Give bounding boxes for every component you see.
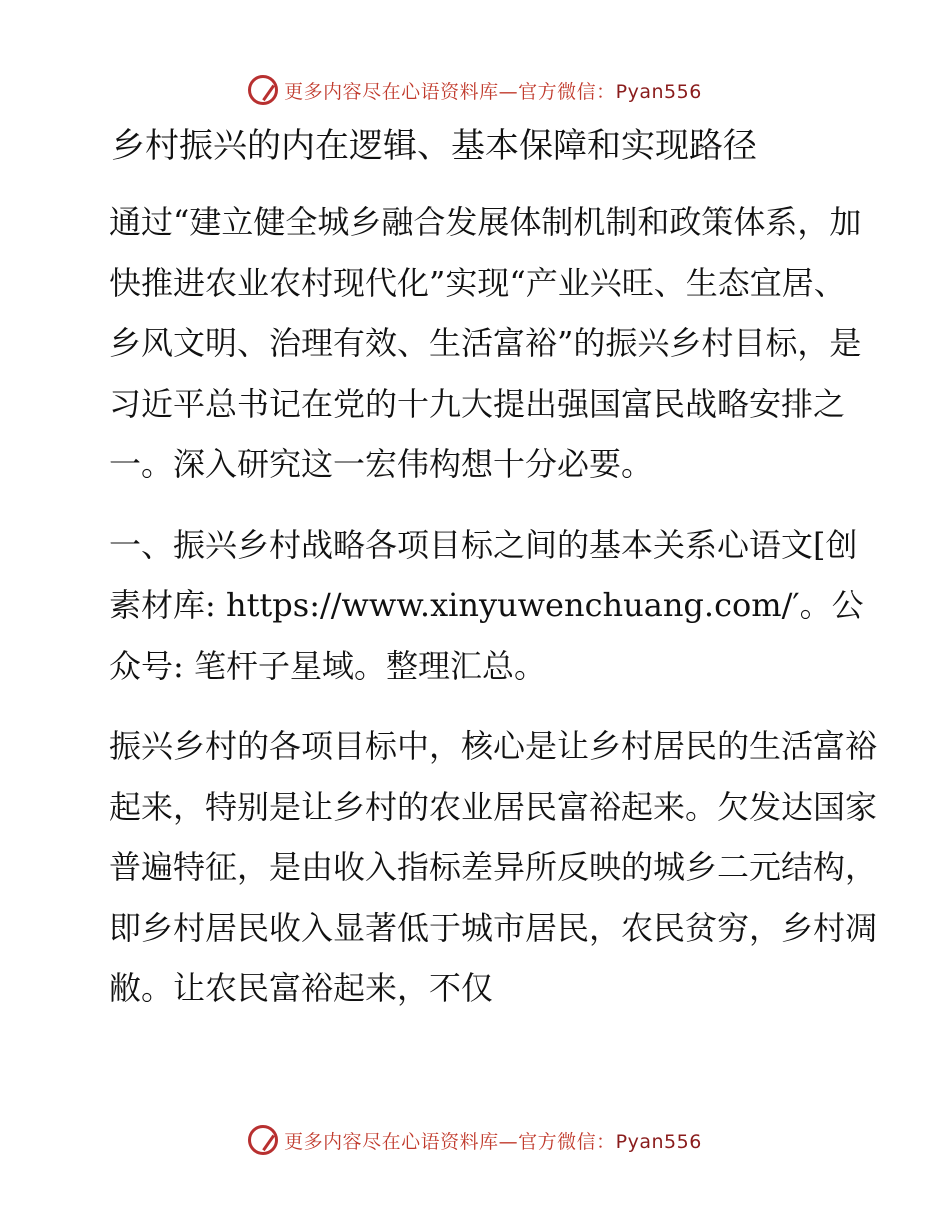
banner-text: 更多内容尽在心语资料库—官方微信：Pyan556 xyxy=(284,1130,702,1153)
paragraph-intro: 通过“建立健全城乡融合发展体制机制和政策体系，加快推进农业农村现代化”实现“产业兴旺、生态宜居、乡风文明、治理有效、生活富裕”的振兴乡村目标，是习近平总书记在党的十九大提出强国富民战略安排之一。深入研究这一宏伟构想十分必要。 xyxy=(109,203,862,483)
pen-circle-icon xyxy=(248,1125,278,1155)
paragraph-body: 振兴乡村的各项目标中，核心是让乡村居民的生活富裕起来，特别是让乡村的农业居民富裕起来。欠发达国家普遍特征，是由收入指标差异所反映的城乡二元结构，即乡村居民收入显著低于城市居民，农民贫穷，乡村凋敝。让农民富裕起来，不仅 xyxy=(109,727,878,1007)
pen-circle-icon xyxy=(248,75,278,105)
document-body xyxy=(97,122,877,1039)
banner-text: 更多内容尽在心语资料库—官方微信：Pyan556 xyxy=(284,80,702,103)
document-title: 乡村振兴的内在逻辑、基本保障和实现路径 xyxy=(111,126,757,166)
header-banner xyxy=(0,70,950,110)
footer-banner xyxy=(0,1120,950,1160)
section-heading-1: 一、振兴乡村战略各项目标之间的基本关系心语文[创素材库: https://www.xinyuwenchuang.com/′。公众号: 笔杆子星域。整理汇总。 xyxy=(109,525,864,685)
